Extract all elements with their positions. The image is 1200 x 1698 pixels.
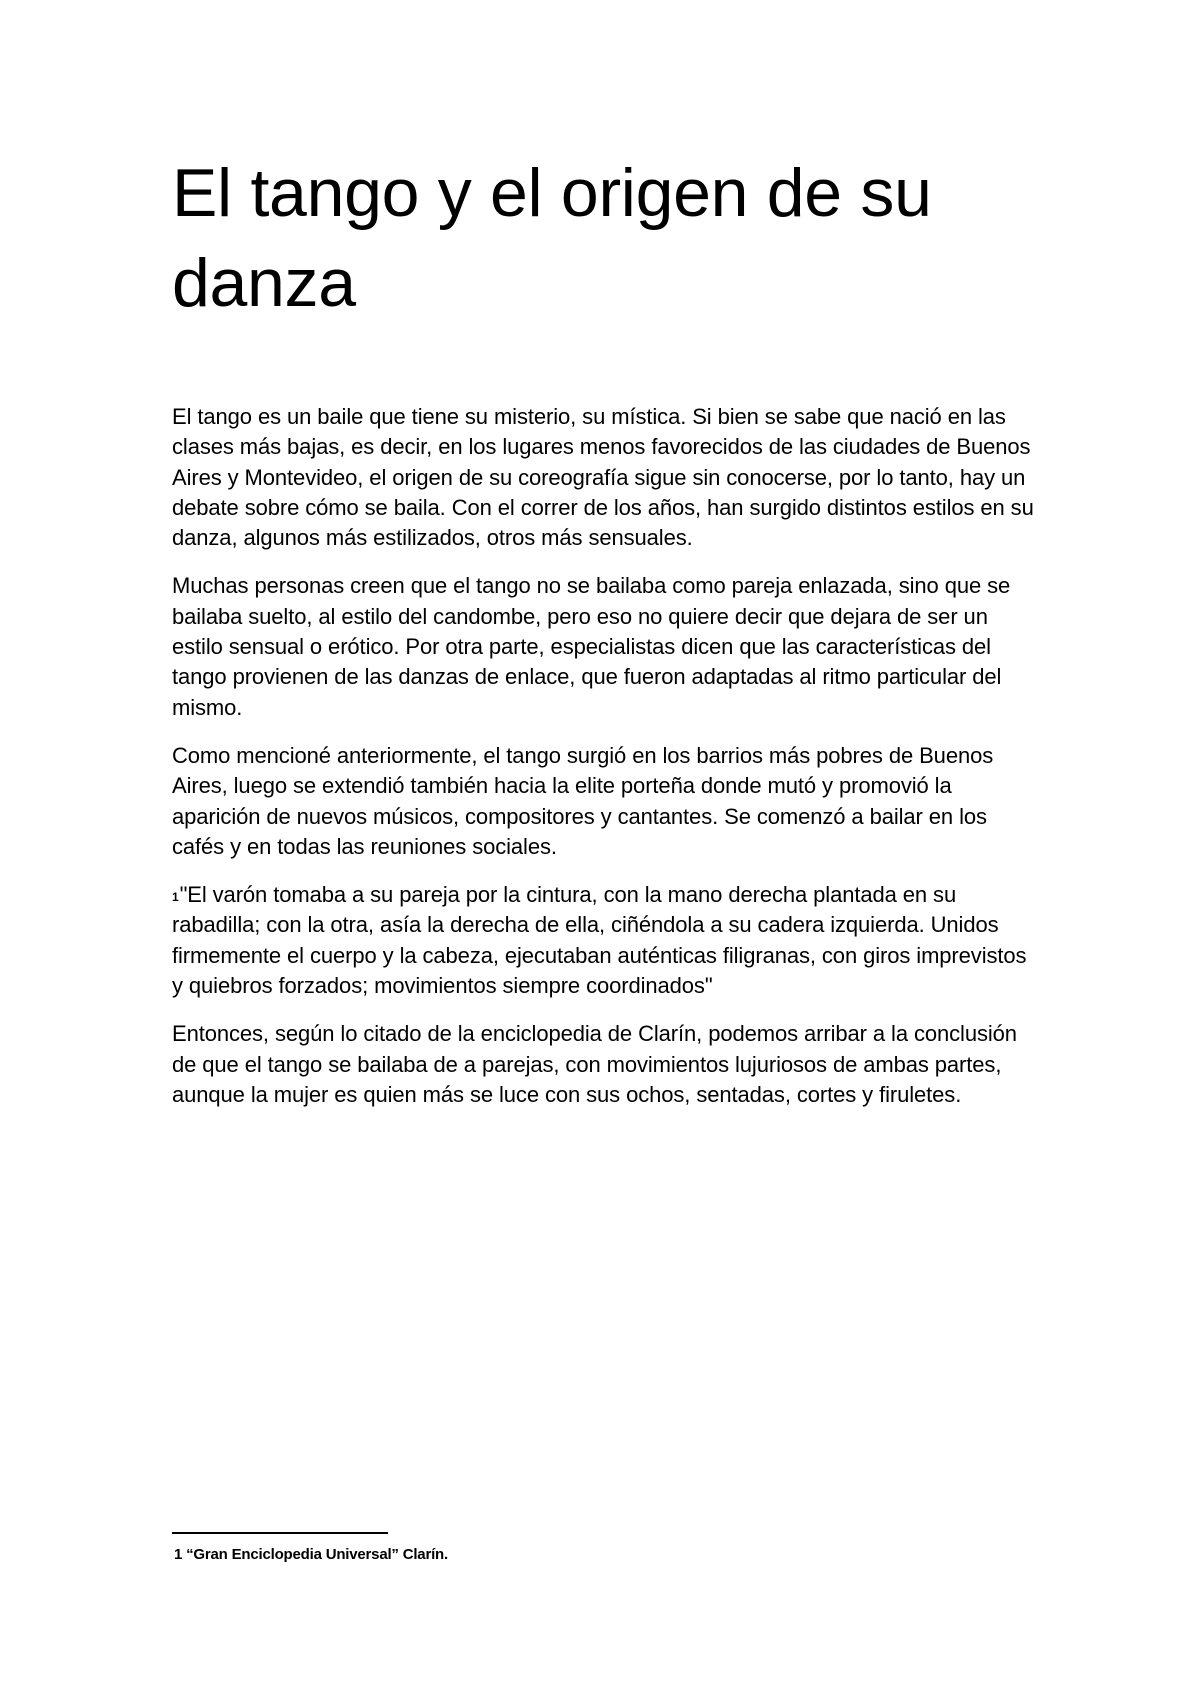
quote-text: "El varón tomaba a su pareja por la cintura, con la mano derecha plantada en su rabadilla; con la otra, asía la derecha de ella, ciñéndola a su cadera izquierda. Unidos firmemente el cuerpo y la cabeza, ejecutaban auténticas filigranas, con giros imprevistos y quiebros forzados; movimientos siempre coordinados" [172,882,1027,999]
paragraph-origin: Como mencioné anteriormente, el tango surgió en los barrios más pobres de Buenos Aires, luego se extendió también hacia la elite porteña donde mutó y promovió la aparición de nuevos músicos, compositores y cantantes. Se comenzó a bailar en los cafés y en todas las reuniones sociales. [172,742,994,859]
footnote-number: 1 [174,1546,183,1563]
paragraph-conclusion: Entonces, según lo citado de la enciclopedia de Clarín, podemos arribar a la conclusión de que el tango se bailaba de a parejas, con movimientos lujuriosos de ambas partes, aunque la mujer es quien más se luce con sus ochos, sentadas, cortes y firuletes. [172,1021,1017,1107]
footnote-reference[interactable]: 1 [172,890,179,905]
quote-paragraph [172,880,1042,1001]
footnote-separator [172,1532,388,1534]
footnote [174,1545,448,1565]
footnote-text: “Gran Enciclopedia Universal” Clarín. [186,1546,448,1563]
document-title: El tango y el origen de su danza [172,155,932,321]
paragraph-dance-style: Muchas personas creen que el tango no se bailaba como pareja enlazada, sino que se bailaba suelto, al estilo del candombe, pero eso no quiere decir que dejara de ser un estilo sensual o erótico. Por otra parte, especialistas dicen que las características del tango provienen de las danzas de enlace, que fueron adaptadas al ritmo particular del mismo. [172,573,1011,720]
document-body [172,402,1042,1128]
paragraph-intro: El tango es un baile que tiene su misterio, su mística. Si bien se sabe que nació en las clases más bajas, es decir, en los lugares menos favorecidos de las ciudades de Buenos Aires y Montevideo, el origen de su coreografía sigue sin conocerse, por lo tanto, hay un debate sobre cómo se baila. Con el correr de los años, han surgido distintos estilos en su danza, algunos más estilizados, otros más sensuales. [172,404,1034,551]
